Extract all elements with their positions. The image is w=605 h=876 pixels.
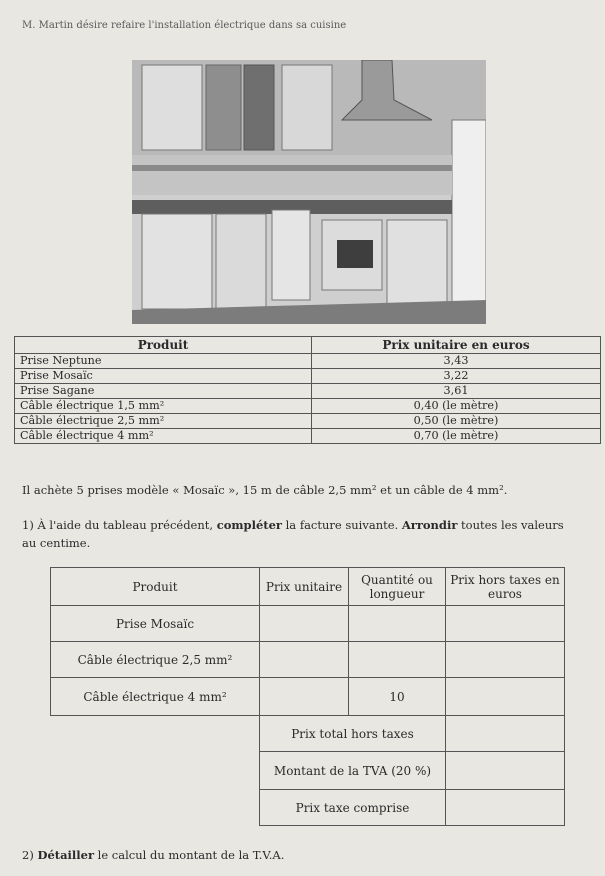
price-table-header-price: Prix unitaire en euros [312,337,601,354]
table-row [51,716,565,752]
question-1-end: toutes les valeurs [457,518,564,532]
invoice-price-ht-field[interactable] [446,678,565,716]
table-row [51,790,565,826]
table-row [15,414,601,429]
product-cell: Câble électrique 1,5 mm² [15,399,312,414]
question-1-number: 1) À l'aide du tableau précédent, [22,518,217,532]
spacer-cell [51,752,260,790]
intro-text: M. Martin désire refaire l'installation électrique dans sa cuisine [22,20,347,31]
summary-label-total-ht: Prix total hors taxes [260,716,446,752]
summary-tva-field[interactable] [446,752,565,790]
invoice-table [50,567,565,826]
spacer-cell [51,716,260,752]
question-2 [22,848,284,862]
invoice-quantity-field[interactable] [349,642,446,678]
table-row [51,642,565,678]
invoice-quantity-field[interactable]: 10 [349,678,446,716]
question-1 [22,518,564,532]
question-1-line-2: au centime. [22,536,91,550]
invoice-header-quantity: Quantité ou longueur [349,568,446,606]
table-row [15,399,601,414]
table-row [15,354,601,369]
question-1-keyword-complete: compléter [216,518,282,532]
summary-label-ttc: Prix taxe comprise [260,790,446,826]
question-2-keyword: Détailler [37,848,95,862]
invoice-header-unit-price: Prix unitaire [260,568,349,606]
product-cell: Prise Sagane [15,384,312,399]
product-cell: Câble électrique 4 mm² [15,429,312,444]
summary-ttc-field[interactable] [446,790,565,826]
question-2-number: 2) [22,848,38,862]
invoice-header-product: Produit [51,568,260,606]
question-2-rest: le calcul du montant de la T.V.A. [94,848,285,862]
price-cell: 0,40 (le mètre) [312,399,601,414]
price-table [14,336,601,444]
table-row [15,384,601,399]
kitchen-illustration [132,60,486,324]
invoice-header-price-ht: Prix hors taxes en euros [446,568,565,606]
table-row [51,752,565,790]
price-cell: 3,43 [312,354,601,369]
invoice-unit-price-field[interactable] [260,642,349,678]
invoice-product-cell: Prise Mosaïc [51,606,260,642]
question-1-keyword-round: Arrondir [401,518,458,532]
invoice-product-cell: Câble électrique 2,5 mm² [51,642,260,678]
invoice-unit-price-field[interactable] [260,606,349,642]
summary-total-ht-field[interactable] [446,716,565,752]
summary-label-tva: Montant de la TVA (20 %) [260,752,446,790]
price-cell: 3,61 [312,384,601,399]
invoice-price-ht-field[interactable] [446,642,565,678]
price-cell: 0,70 (le mètre) [312,429,601,444]
invoice-quantity-field[interactable] [349,606,446,642]
product-cell: Prise Neptune [15,354,312,369]
spacer-cell [51,790,260,826]
product-cell: Câble électrique 2,5 mm² [15,414,312,429]
invoice-unit-price-field[interactable] [260,678,349,716]
statement-text: Il achète 5 prises modèle « Mosaïc », 15 m de câble 2,5 mm² et un câble de 4 mm². [22,483,508,497]
product-cell: Prise Mosaïc [15,369,312,384]
invoice-product-cell: Câble électrique 4 mm² [51,678,260,716]
table-row [51,678,565,716]
invoice-price-ht-field[interactable] [446,606,565,642]
price-cell: 0,50 (le mètre) [312,414,601,429]
table-row [15,369,601,384]
question-1-middle: la facture suivante. [281,518,402,532]
price-table-header-product: Produit [15,337,312,354]
kitchen-photo [132,60,486,324]
table-row [15,429,601,444]
price-cell: 3,22 [312,369,601,384]
table-row [51,606,565,642]
